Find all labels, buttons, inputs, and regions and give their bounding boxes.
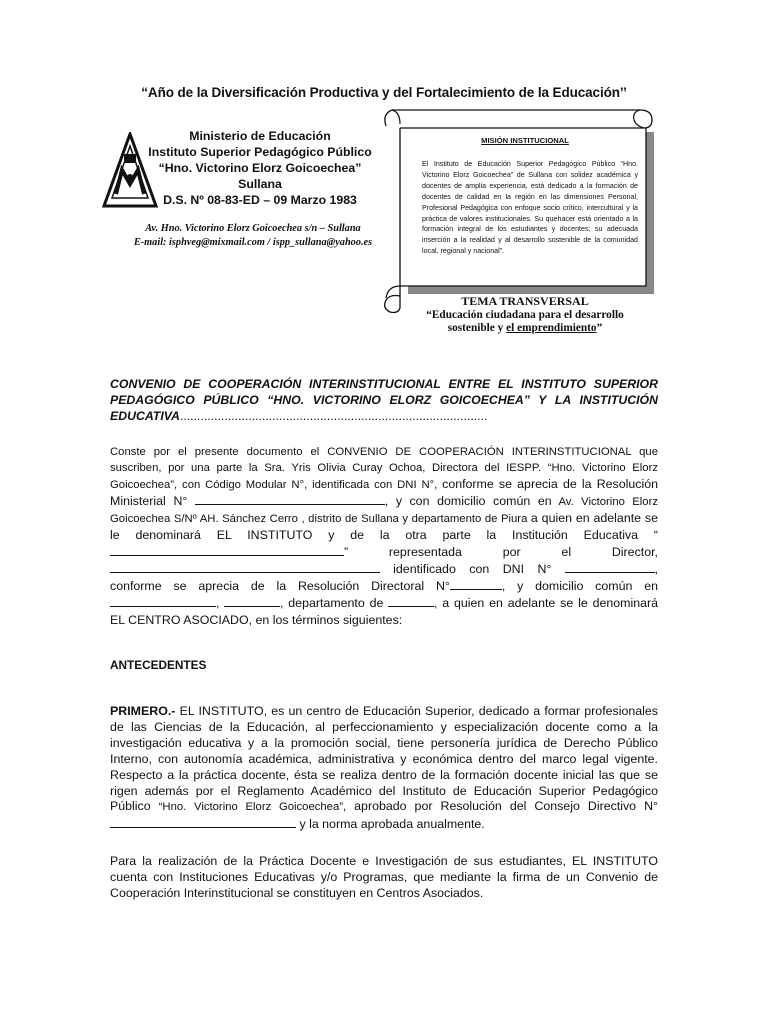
intro-text-12: , departamento de — [280, 596, 384, 610]
institute-address: Av. Hno. Victorino Elorz Goicoechea s/n – Sullana — [145, 223, 361, 234]
institute-address-block — [108, 222, 398, 250]
theme-line-2a: sostenible y — [447, 322, 507, 334]
clause-primero-text: EL INSTITUTO, es un centro de Educación Superior, dedicado a formar profesionales de las Ciencias de la Educación, al perfeccionamiento y especialización docente como a la investigación educativa y a la promoción social, tiene personería jurídica de Derecho Público Interno, con autonomía académica, administrativa y económica dentro del marco legal vigente. Respecto a la práctica docente, ésta se realiza dentro de la formación docente inicial las que se rigen además por el Reglamento Académico del Instituto de Educación Superior Pedagógico Público — [110, 704, 658, 814]
institute-type: Instituto Superior Pedagógico Público — [148, 145, 372, 159]
ministry-name: Ministerio de Educación — [189, 129, 331, 143]
agreement-title-text: CONVENIO DE COOPERACIÓN INTERINSTITUCIONAL ENTRE EL INSTITUTO SUPERIOR PEDAGÓGICO PÚBLICO “HNO. VICTORINO ELORZ GOICOECHEA” Y LA INSTITUCIÓN EDUCATIVA — [110, 377, 658, 423]
institution-blank — [110, 544, 344, 556]
intro-text-6: a quien en adelante se le denominará EL INSTITUTO y de la otra parte la Institución Educativa “ — [110, 511, 658, 542]
clause-primero-label: PRIMERO.- — [110, 704, 176, 718]
theme-line-2c: ” — [596, 322, 603, 334]
mission-title: MISIÓN INSTITUCIONAL — [481, 136, 569, 145]
intro-text-11: , — [216, 596, 220, 610]
department-blank — [388, 595, 434, 607]
address-blank-2 — [224, 595, 280, 607]
intro-text-7: ” representada por el Director, — [344, 545, 658, 559]
section-antecedentes: ANTECEDENTES — [110, 658, 207, 672]
transversal-theme — [400, 295, 650, 336]
address-blank-1 — [110, 595, 216, 607]
intro-text-4: con domicilio común en — [409, 494, 552, 508]
intro-text-5: Av. Victorino Elorz Goicoechea S/Nº AH. Sánchez Cerro , distrito de Sullana y departamento de Piura — [110, 496, 659, 525]
institute-decree: D.S. Nº 08-83-ED – 09 Marzo 1983 — [163, 193, 357, 207]
institute-city: Sullana — [238, 177, 282, 191]
intro-text-10: , y domicilio común en — [501, 579, 658, 593]
intro-text-2: conforme se aprecia de la Resolución Ministerial N° — [110, 477, 658, 508]
theme-line-2 — [400, 322, 650, 336]
resolution-blank — [195, 493, 385, 505]
directive-blank — [110, 816, 296, 828]
institute-name: “Hno. Victorino Elorz Goicoechea” — [158, 161, 362, 175]
intro-text-1: Conste por el presente documento el CONVENIO DE COOPERACIÓN INTERINSTITUCIONAL que suscriben, por una parte la Sra. Yris Olivia Curay Ochoa, Directora del IESPP. “Hno. Victorino Elorz Goicoechea”, con Código Modular N°, identificada con DNI N°, — [110, 446, 658, 491]
intro-text-8: identificado con DNI N° — [393, 562, 552, 576]
agreement-title-dots: .......................................................................................... — [179, 408, 488, 423]
paragraph-centros-asociados: Para la realización de la Práctica Docente e Investigación de sus estudiantes, EL INSTITUTO cuenta con Instituciones Educativas y/o Programas, que mediante la firma de un Convenio de Cooperación Interinstitucional se constituyen en Centros Asociados. — [110, 854, 658, 900]
clause-primero-text-2: aprobado por Resolución del Consejo Directivo N° — [346, 799, 658, 814]
theme-line-1: “Educación ciudadana para el desarrollo — [426, 308, 624, 321]
intro-text-9: , conforme se aprecia de la Resolución Directoral N° — [110, 562, 659, 593]
clause-primero-name: “Hno. Victorino Elorz Goicoechea”, — [158, 801, 347, 814]
year-slogan: “Año de la Diversificación Productiva y del Fortalecimiento de la Educación’’ — [141, 85, 627, 100]
theme-heading: TEMA TRANSVERSAL — [461, 294, 589, 308]
agreement-title — [110, 377, 658, 424]
intro-text-3: , y — [384, 494, 403, 508]
institute-header — [120, 128, 400, 208]
dni-blank — [565, 561, 655, 573]
director-blank — [110, 561, 380, 573]
clause-primero — [110, 704, 658, 833]
directoral-resolution-blank — [450, 578, 502, 590]
intro-text-13: , a quien en adelante se le denominará EL CENTRO ASOCIADO, en los términos siguientes: — [110, 596, 659, 627]
institute-email: E-mail: isphveg@mixmail.com / ispp_sullana@yahoo.es — [133, 237, 373, 248]
intro-paragraph — [110, 444, 658, 629]
theme-line-2b: el emprendimiento — [506, 322, 597, 334]
mission-text: El Instituto de Educación Superior Pedagógico Público “Hno. Victorino Elorz Goicoechea” de Sullana con solidez académica y docentes de amplia experiencia, está dedicado a la formación de docentes de calidad en la región en las dimensiones Personal, Profesional Pedagógica con enfoque socio crítico, intercultural y la práctica de valores institucionales. Su quehacer está orientado a la formación integral de los estudiantes y docentes; su adecuada inserción a la realidad y al desarrollo sostenible de la comunidad local, regional y nacional”. — [422, 160, 638, 256]
clause-primero-text-3: y la norma aprobada anualmente. — [296, 817, 485, 832]
